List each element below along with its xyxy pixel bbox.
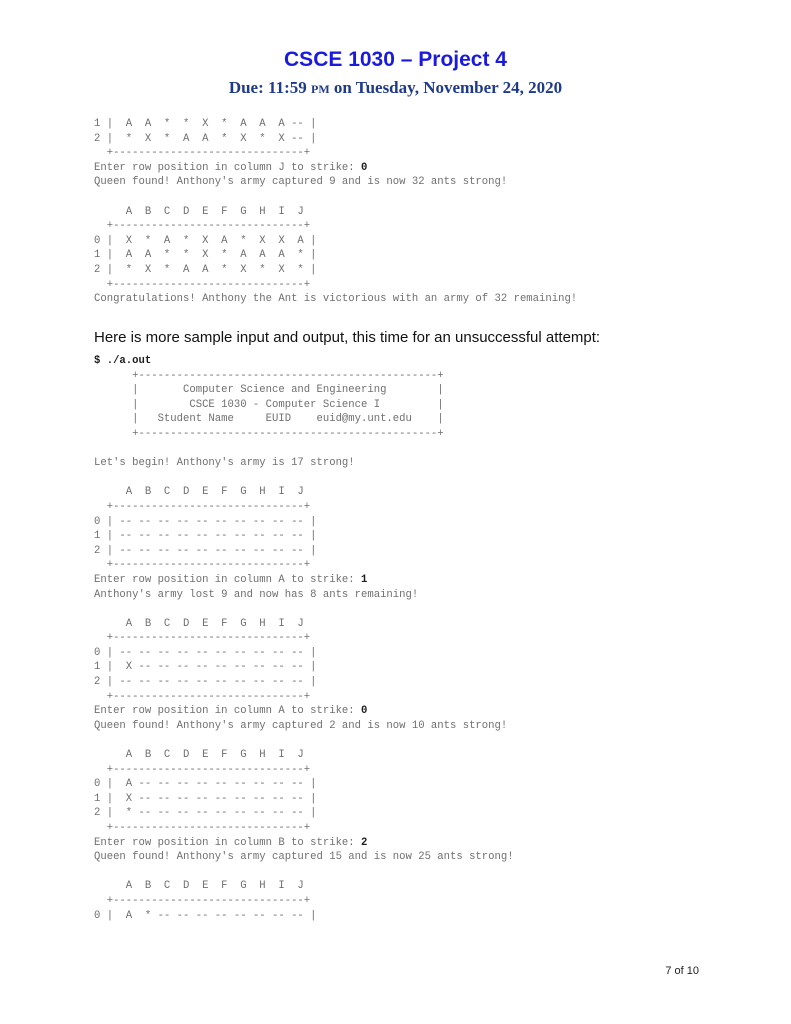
grid-row: 1 | A A * * X * A A A * | [94, 249, 317, 262]
grid-row: 0 | -- -- -- -- -- -- -- -- -- -- | [94, 646, 317, 659]
user-input: 0 [361, 161, 368, 174]
grid-row: 2 | * -- -- -- -- -- -- -- -- -- | [94, 807, 317, 820]
banner-border: +-----------------------------------------------+ [94, 369, 444, 382]
banner-line: | Student Name EUID euid@my.unt.edu | [94, 413, 444, 426]
prompt-line [94, 705, 367, 717]
sample-output-unsuccessful [94, 354, 514, 923]
grid-border: +------------------------------+ [94, 632, 311, 645]
code-line: Queen found! Anthony's army captured 15 and is now 25 ants strong! [94, 851, 514, 864]
grid-row: 2 | * X * A A * X * X * | [94, 263, 317, 276]
grid-header: A B C D E F G H I J [94, 617, 304, 630]
user-input: 0 [361, 705, 368, 718]
banner-line: | Computer Science and Engineering | [94, 384, 444, 397]
grid-border: +------------------------------+ [94, 690, 311, 703]
user-input: 2 [361, 836, 368, 849]
code-line: +------------------------------+ [94, 147, 311, 160]
grid-border: +------------------------------+ [94, 278, 311, 291]
code-line: 2 | * X * A A * X * X -- | [94, 132, 317, 145]
sample-output-successful [94, 117, 577, 307]
grid-row: 0 | A * -- -- -- -- -- -- -- -- | [94, 909, 317, 922]
prompt-line [94, 162, 367, 174]
grid-row: 2 | -- -- -- -- -- -- -- -- -- -- | [94, 544, 317, 557]
prompt-text: Enter row position in column B to strike: [94, 836, 362, 849]
grid-row: 1 | X -- -- -- -- -- -- -- -- -- | [94, 661, 317, 674]
code-line: Queen found! Anthony's army captured 9 and is now 32 ants strong! [94, 176, 508, 189]
due-date [0, 78, 791, 98]
due-prefix: Due: 11:59 [228, 78, 311, 97]
grid-border: +------------------------------+ [94, 220, 311, 233]
shell-command: $ ./a.out [94, 355, 152, 367]
code-line: Anthony's army lost 9 and now has 8 ants remaining! [94, 588, 419, 601]
code-line: Congratulations! Anthony the Ant is victorious with an army of 32 remaining! [94, 293, 578, 306]
prompt-text: Enter row position in column A to strike: [94, 573, 362, 586]
due-suffix: on Tuesday, November 24, 2020 [329, 78, 563, 97]
grid-border: +------------------------------+ [94, 500, 311, 513]
page-title: CSCE 1030 – Project 4 [284, 48, 507, 71]
prompt-text: Enter row position in column A to strike: [94, 705, 362, 718]
grid-border: +------------------------------+ [94, 894, 311, 907]
user-input: 1 [361, 573, 368, 586]
code-line: Queen found! Anthony's army captured 2 and is now 10 ants strong! [94, 719, 508, 732]
grid-header: A B C D E F G H I J [94, 749, 304, 762]
code-line: 1 | A A * * X * A A A -- | [94, 118, 317, 130]
banner-line: | CSCE 1030 - Computer Science I | [94, 398, 444, 411]
grid-row: 0 | A -- -- -- -- -- -- -- -- -- | [94, 778, 317, 791]
grid-row: 2 | -- -- -- -- -- -- -- -- -- -- | [94, 676, 317, 689]
body-text: Here is more sample input and output, this time for an unsuccessful attempt: [94, 329, 601, 346]
grid-header: A B C D E F G H I J [94, 205, 304, 218]
grid-row: 1 | X -- -- -- -- -- -- -- -- -- | [94, 792, 317, 805]
banner-border: +-----------------------------------------------+ [94, 427, 444, 440]
grid-row: 0 | X * A * X A * X X A | [94, 234, 317, 247]
grid-border: +------------------------------+ [94, 763, 311, 776]
page-number: 7 of 10 [665, 965, 699, 977]
grid-header: A B C D E F G H I J [94, 880, 304, 893]
grid-row: 0 | -- -- -- -- -- -- -- -- -- -- | [94, 515, 317, 528]
grid-row: 1 | -- -- -- -- -- -- -- -- -- -- | [94, 530, 317, 543]
grid-border: +------------------------------+ [94, 822, 311, 834]
prompt-line [94, 574, 367, 586]
grid-border: +------------------------------+ [94, 559, 311, 572]
grid-header: A B C D E F G H I J [94, 486, 304, 499]
prompt-line [94, 837, 367, 849]
code-line: Let's begin! Anthony's army is 17 strong! [94, 457, 355, 470]
due-pm: PM [310, 82, 330, 96]
prompt-text: Enter row position in column J to strike: [94, 161, 362, 174]
